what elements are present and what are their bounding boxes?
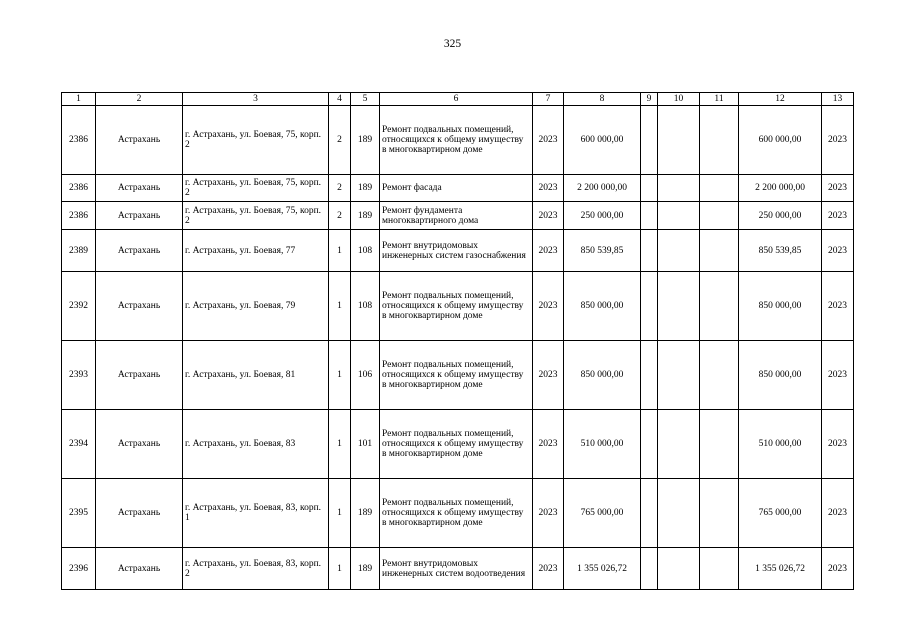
- row-cost: 850 539,85: [564, 230, 641, 272]
- row-city: Астрахань: [96, 106, 183, 175]
- row-col10: [658, 175, 700, 202]
- row-col5: 189: [351, 175, 380, 202]
- row-id: 2394: [62, 410, 96, 479]
- row-id: 2386: [62, 202, 96, 230]
- row-col10: [658, 202, 700, 230]
- row-year: 2023: [533, 175, 564, 202]
- row-year: 2023: [533, 410, 564, 479]
- column-header-7: 7: [533, 93, 564, 106]
- row-total: 850 000,00: [739, 272, 822, 341]
- row-id: 2392: [62, 272, 96, 341]
- row-col4: 1: [329, 341, 351, 410]
- table-row: [62, 230, 854, 272]
- column-header-6: 6: [380, 93, 533, 106]
- row-address: г. Астрахань, ул. Боевая, 83: [183, 410, 329, 479]
- row-year-end: 2023: [822, 341, 854, 410]
- column-header-12: 12: [739, 93, 822, 106]
- row-city: Астрахань: [96, 410, 183, 479]
- row-year-end: 2023: [822, 106, 854, 175]
- row-col5: 189: [351, 548, 380, 590]
- row-cost: 1 355 026,72: [564, 548, 641, 590]
- row-address: г. Астрахань, ул. Боевая, 79: [183, 272, 329, 341]
- row-col5: 101: [351, 410, 380, 479]
- row-col5: 108: [351, 272, 380, 341]
- row-col9: [641, 106, 658, 175]
- row-year: 2023: [533, 479, 564, 548]
- row-work-type: Ремонт внутридомовых инженерных систем газоснабжения: [380, 230, 533, 272]
- row-col5: 106: [351, 341, 380, 410]
- column-header-4: 4: [329, 93, 351, 106]
- row-col10: [658, 410, 700, 479]
- row-id: 2386: [62, 175, 96, 202]
- column-header-1: 1: [62, 93, 96, 106]
- table-row: [62, 272, 854, 341]
- row-cost: 510 000,00: [564, 410, 641, 479]
- row-cost: 250 000,00: [564, 202, 641, 230]
- row-col11: [700, 479, 739, 548]
- row-col11: [700, 272, 739, 341]
- column-header-8: 8: [564, 93, 641, 106]
- column-header-13: 13: [822, 93, 854, 106]
- row-cost: 2 200 000,00: [564, 175, 641, 202]
- row-year: 2023: [533, 230, 564, 272]
- row-col9: [641, 230, 658, 272]
- row-work-type: Ремонт подвальных помещений, относящихся к общему имуществу в многоквартирном доме: [380, 410, 533, 479]
- row-col11: [700, 175, 739, 202]
- row-id: 2386: [62, 106, 96, 175]
- row-work-type: Ремонт фасада: [380, 175, 533, 202]
- row-col10: [658, 106, 700, 175]
- row-col5: 189: [351, 479, 380, 548]
- row-total: 510 000,00: [739, 410, 822, 479]
- row-col11: [700, 548, 739, 590]
- row-year-end: 2023: [822, 202, 854, 230]
- row-col4: 1: [329, 548, 351, 590]
- row-year: 2023: [533, 272, 564, 341]
- row-year-end: 2023: [822, 175, 854, 202]
- row-col10: [658, 548, 700, 590]
- row-col9: [641, 202, 658, 230]
- row-work-type: Ремонт подвальных помещений, относящихся к общему имуществу в многоквартирном доме: [380, 341, 533, 410]
- row-address: г. Астрахань, ул. Боевая, 75, корп. 2: [183, 175, 329, 202]
- row-col10: [658, 272, 700, 341]
- page-number: 325: [443, 38, 462, 50]
- row-col4: 1: [329, 479, 351, 548]
- column-header-2: 2: [96, 93, 183, 106]
- row-year-end: 2023: [822, 410, 854, 479]
- column-header-10: 10: [658, 93, 700, 106]
- table-row: [62, 175, 854, 202]
- repair-registry-table: [61, 92, 854, 590]
- row-cost: 600 000,00: [564, 106, 641, 175]
- row-col9: [641, 341, 658, 410]
- table-row: [62, 479, 854, 548]
- row-col10: [658, 230, 700, 272]
- row-city: Астрахань: [96, 230, 183, 272]
- row-id: 2395: [62, 479, 96, 548]
- row-work-type: Ремонт внутридомовых инженерных систем водоотведения: [380, 548, 533, 590]
- table-row: [62, 548, 854, 590]
- row-total: 250 000,00: [739, 202, 822, 230]
- row-work-type: Ремонт фундамента многоквартирного дома: [380, 202, 533, 230]
- row-col9: [641, 410, 658, 479]
- column-number-row: [62, 93, 854, 106]
- row-total: 850 539,85: [739, 230, 822, 272]
- row-col4: 2: [329, 106, 351, 175]
- row-year-end: 2023: [822, 479, 854, 548]
- row-cost: 850 000,00: [564, 341, 641, 410]
- row-city: Астрахань: [96, 175, 183, 202]
- row-total: 765 000,00: [739, 479, 822, 548]
- table-row: [62, 202, 854, 230]
- row-year: 2023: [533, 341, 564, 410]
- row-cost: 850 000,00: [564, 272, 641, 341]
- row-col4: 1: [329, 272, 351, 341]
- row-cost: 765 000,00: [564, 479, 641, 548]
- row-city: Астрахань: [96, 548, 183, 590]
- row-total: 2 200 000,00: [739, 175, 822, 202]
- row-total: 1 355 026,72: [739, 548, 822, 590]
- column-header-3: 3: [183, 93, 329, 106]
- row-id: 2396: [62, 548, 96, 590]
- row-work-type: Ремонт подвальных помещений, относящихся к общему имуществу в многоквартирном доме: [380, 479, 533, 548]
- row-col9: [641, 548, 658, 590]
- column-header-5: 5: [351, 93, 380, 106]
- row-address: г. Астрахань, ул. Боевая, 75, корп. 2: [183, 106, 329, 175]
- row-col4: 2: [329, 175, 351, 202]
- table-row: [62, 410, 854, 479]
- row-id: 2393: [62, 341, 96, 410]
- row-city: Астрахань: [96, 272, 183, 341]
- row-address: г. Астрахань, ул. Боевая, 77: [183, 230, 329, 272]
- row-address: г. Астрахань, ул. Боевая, 75, корп. 2: [183, 202, 329, 230]
- row-col4: 2: [329, 202, 351, 230]
- row-year: 2023: [533, 106, 564, 175]
- row-year-end: 2023: [822, 548, 854, 590]
- row-work-type: Ремонт подвальных помещений, относящихся к общему имуществу в многоквартирном доме: [380, 106, 533, 175]
- row-city: Астрахань: [96, 341, 183, 410]
- row-id: 2389: [62, 230, 96, 272]
- row-col4: 1: [329, 410, 351, 479]
- row-year-end: 2023: [822, 272, 854, 341]
- column-header-9: 9: [641, 93, 658, 106]
- row-year-end: 2023: [822, 230, 854, 272]
- row-col11: [700, 410, 739, 479]
- row-col5: 189: [351, 106, 380, 175]
- row-col9: [641, 479, 658, 548]
- row-col9: [641, 272, 658, 341]
- row-work-type: Ремонт подвальных помещений, относящихся к общему имуществу в многоквартирном доме: [380, 272, 533, 341]
- row-col4: 1: [329, 230, 351, 272]
- row-col11: [700, 230, 739, 272]
- row-col5: 108: [351, 230, 380, 272]
- row-address: г. Астрахань, ул. Боевая, 83, корп. 1: [183, 479, 329, 548]
- row-col11: [700, 106, 739, 175]
- table-row: [62, 341, 854, 410]
- row-col11: [700, 202, 739, 230]
- column-header-11: 11: [700, 93, 739, 106]
- row-col5: 189: [351, 202, 380, 230]
- row-col9: [641, 175, 658, 202]
- row-address: г. Астрахань, ул. Боевая, 81: [183, 341, 329, 410]
- row-address: г. Астрахань, ул. Боевая, 83, корп. 2: [183, 548, 329, 590]
- row-year: 2023: [533, 202, 564, 230]
- row-col10: [658, 341, 700, 410]
- row-city: Астрахань: [96, 202, 183, 230]
- row-col10: [658, 479, 700, 548]
- table-row: [62, 106, 854, 175]
- row-year: 2023: [533, 548, 564, 590]
- row-col11: [700, 341, 739, 410]
- row-total: 600 000,00: [739, 106, 822, 175]
- row-city: Астрахань: [96, 479, 183, 548]
- row-total: 850 000,00: [739, 341, 822, 410]
